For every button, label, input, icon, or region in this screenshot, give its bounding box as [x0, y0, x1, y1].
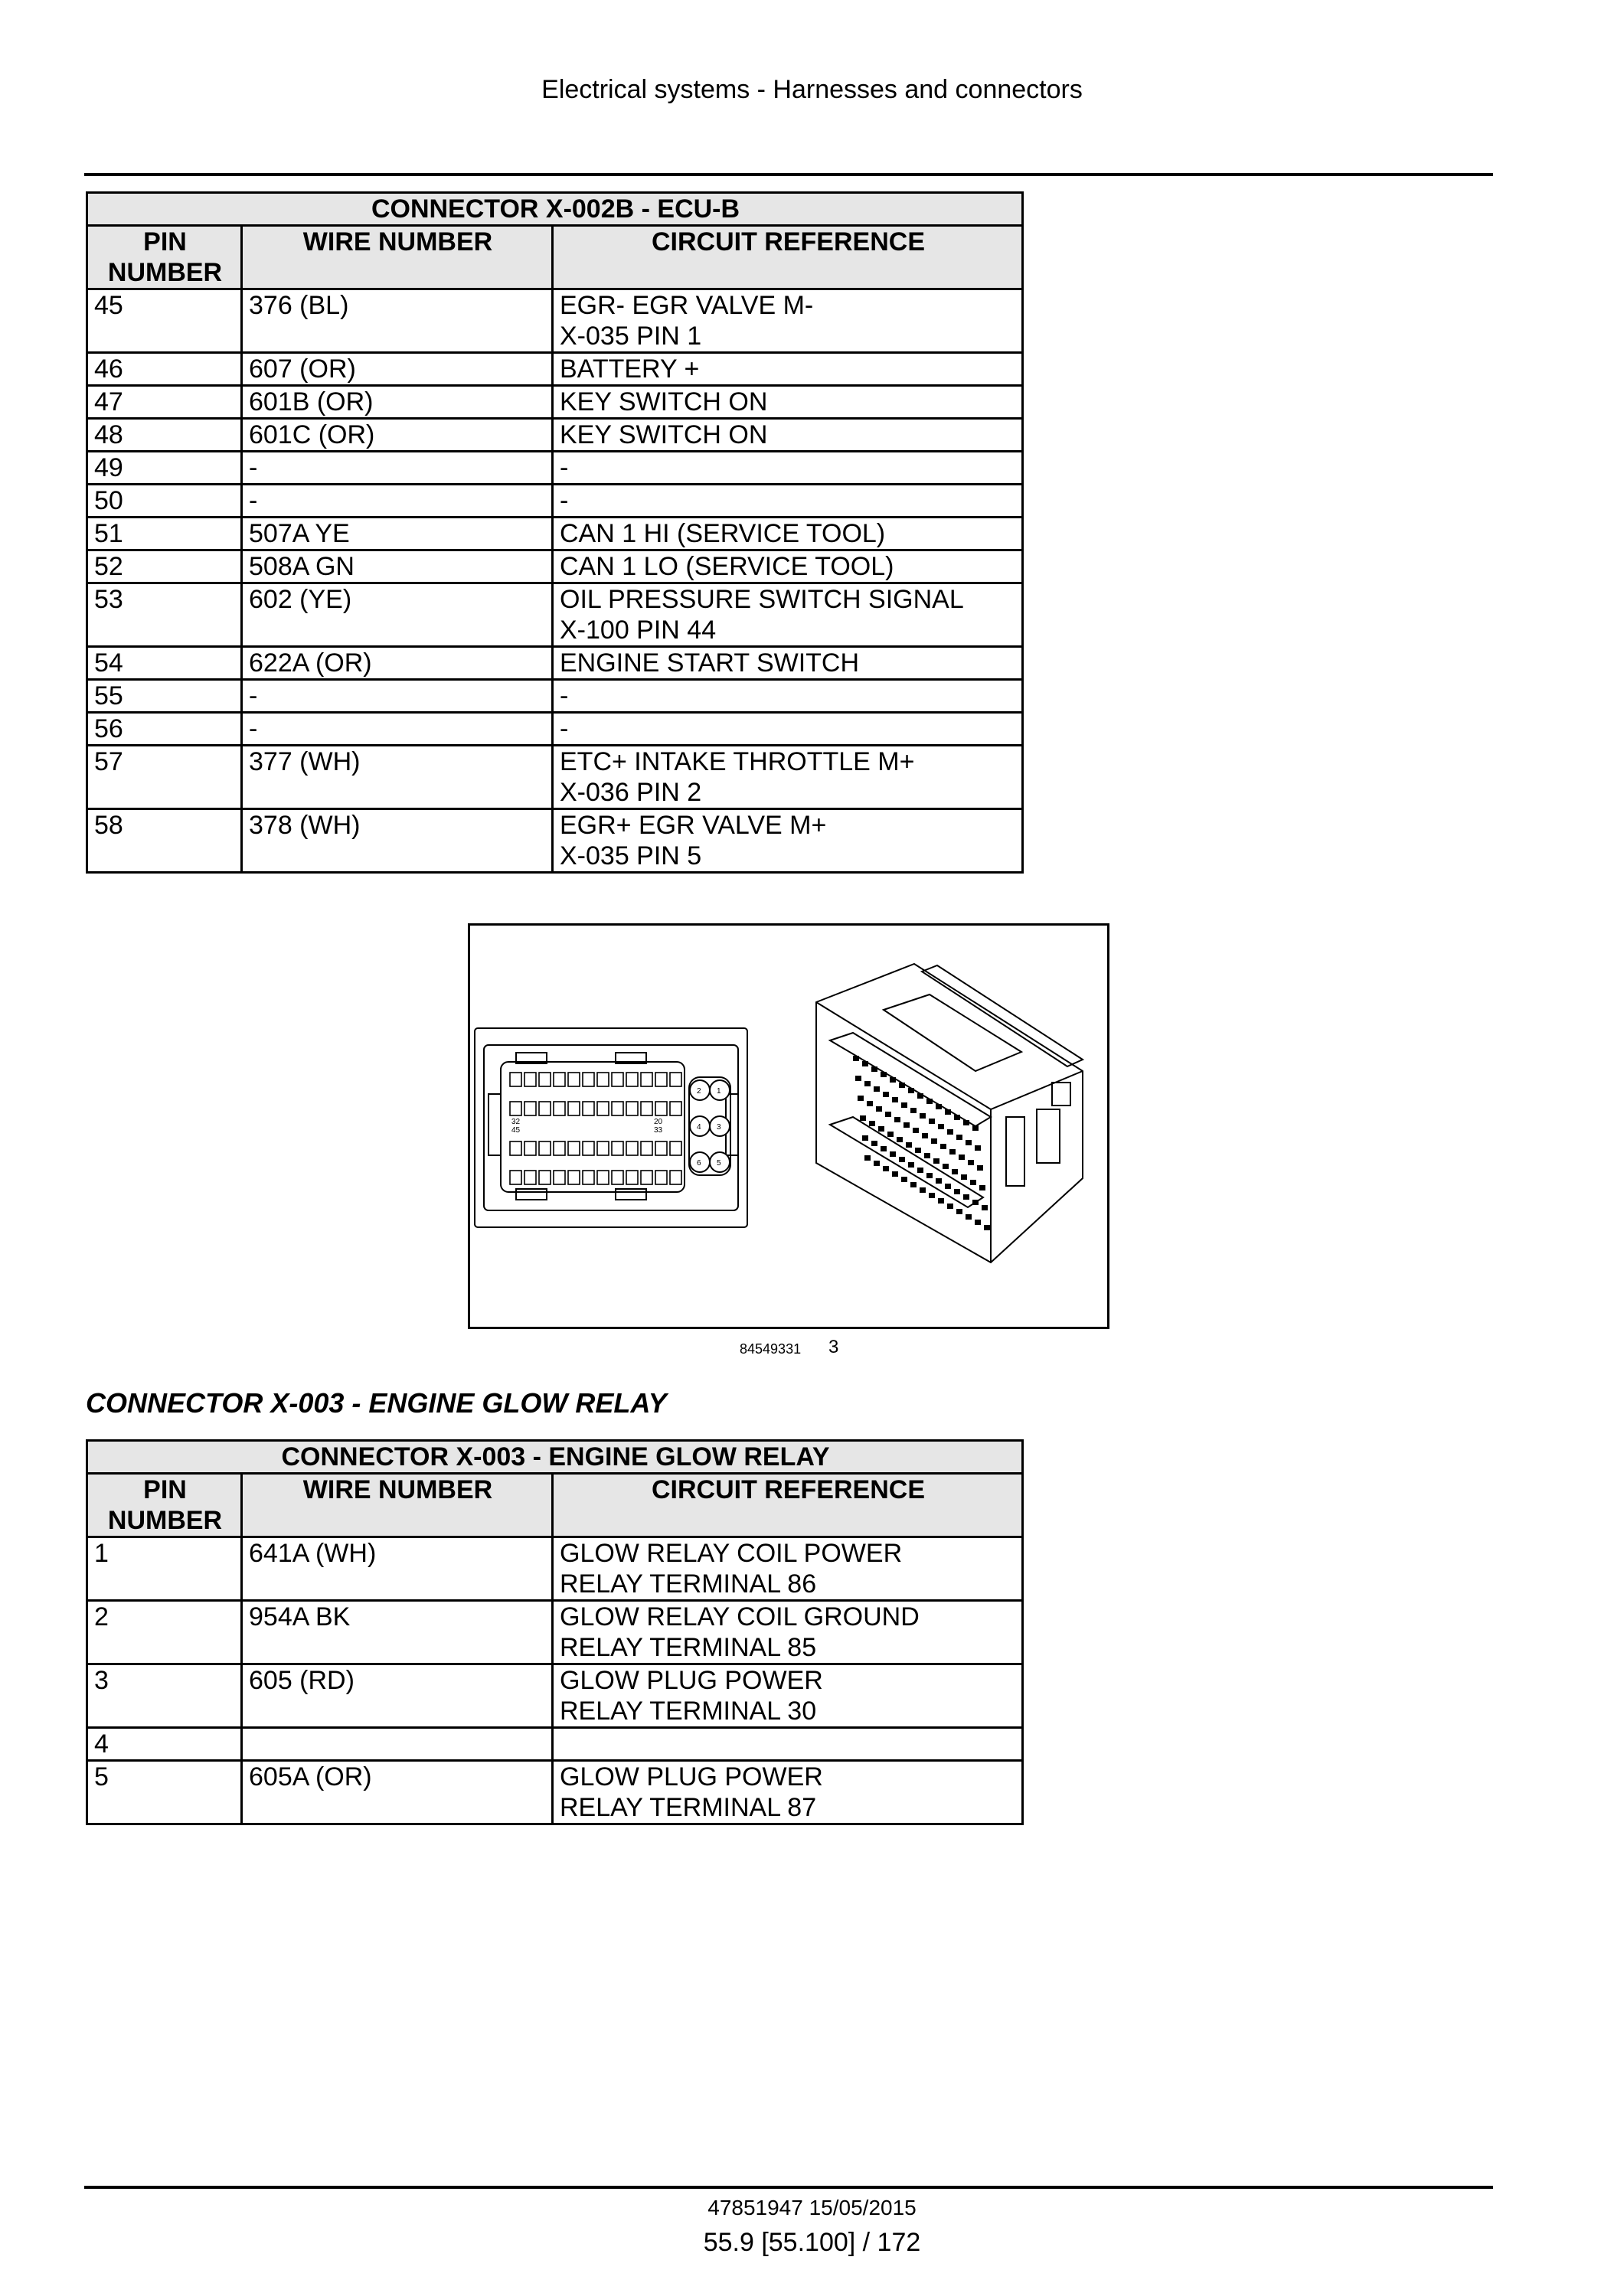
pin-cavity [926, 1099, 933, 1104]
pin-cavity [626, 1141, 638, 1155]
pin-cavity [881, 1146, 887, 1151]
pin-label: 5 [717, 1159, 721, 1168]
table-row [87, 809, 1023, 873]
pin-cavity [917, 1168, 923, 1173]
footer-rule [84, 2186, 1493, 2189]
pin-cavity [931, 1138, 937, 1144]
pin-cavity [862, 1061, 868, 1066]
pin-cell: 1 [87, 1537, 242, 1601]
pin-cavity [972, 1125, 979, 1131]
pin-cavity [641, 1141, 652, 1155]
footer-document-ref: 47851947 15/05/2015 [707, 2196, 917, 2219]
pin-cavity [982, 1205, 988, 1210]
table-row [87, 1537, 1023, 1601]
pin-cavity [920, 1113, 926, 1119]
pin-cavity [626, 1171, 638, 1184]
pin-cavity [583, 1073, 594, 1086]
table-row [87, 1664, 1023, 1728]
pin-cavity [853, 1056, 859, 1061]
pin-cell: 48 [87, 419, 242, 452]
pin-cavity [878, 1126, 884, 1132]
pin-cavity [975, 1145, 981, 1151]
pin-cavity [612, 1073, 623, 1086]
pin-cavity [947, 1129, 953, 1135]
pin-cell: 53 [87, 583, 242, 647]
circuit-cell: GLOW PLUG POWER RELAY TERMINAL 30 [553, 1664, 1023, 1728]
pin-cell: 58 [87, 809, 242, 873]
pin-cell: 51 [87, 518, 242, 550]
pin-cavity [908, 1162, 914, 1168]
pin-label: 6 [697, 1159, 701, 1168]
pin-cavity [961, 1174, 967, 1180]
pin-cavity [975, 1220, 981, 1225]
connector-x003-table [86, 1439, 1024, 1825]
pin-cavity [867, 1101, 873, 1106]
pin-label: 3 [717, 1123, 721, 1132]
pin-cell: 3 [87, 1664, 242, 1728]
table-row [87, 419, 1023, 452]
pin-cavity [539, 1073, 551, 1086]
page-header-title: Electrical systems - Harnesses and connectors [541, 75, 1083, 104]
pin-cavity [626, 1073, 638, 1086]
circuit-cell: CAN 1 HI (SERVICE TOOL) [553, 518, 1023, 550]
pin-cavity [894, 1117, 900, 1122]
wire-cell: - [242, 485, 553, 518]
table-row [87, 1761, 1023, 1824]
pin-cavity [972, 1200, 979, 1205]
column-header-pin: PIN NUMBER [87, 226, 242, 289]
pin-cavity [554, 1141, 565, 1155]
pin-cavity [892, 1097, 898, 1102]
table-row [87, 485, 1023, 518]
pin-cavity [936, 1178, 942, 1184]
pin-cavity [903, 1122, 910, 1128]
pin-cavity [977, 1165, 983, 1171]
circuit-cell: GLOW RELAY COIL POWER RELAY TERMINAL 86 [553, 1537, 1023, 1601]
table-row [87, 1601, 1023, 1664]
pin-cell: 46 [87, 353, 242, 386]
column-header-wire: WIRE NUMBER [242, 1474, 553, 1537]
wire-cell: 605 (RD) [242, 1664, 553, 1728]
pin-cavity [568, 1141, 580, 1155]
table-row [87, 647, 1023, 680]
pin-cavity [933, 1158, 939, 1164]
pin-cavity [954, 1115, 960, 1120]
pin-cavity [959, 1155, 965, 1160]
wire-cell: 605A (OR) [242, 1761, 553, 1824]
pin-cell: 5 [87, 1761, 242, 1824]
pin-cavity [612, 1171, 623, 1184]
wire-cell: 376 (BL) [242, 289, 553, 353]
table-row [87, 518, 1023, 550]
pin-cavity [966, 1214, 972, 1220]
pin-cavity [597, 1102, 609, 1115]
circuit-cell: EGR- EGR VALVE M- X-035 PIN 1 [553, 289, 1023, 353]
connector-x002b-table [86, 191, 1024, 874]
table-row [87, 386, 1023, 419]
circuit-cell: KEY SWITCH ON [553, 386, 1023, 419]
pin-cavity [510, 1171, 521, 1184]
column-header-circuit: CIRCUIT REFERENCE [553, 226, 1023, 289]
pin-cavity [899, 1083, 905, 1088]
pin-cavity [949, 1149, 956, 1155]
pin-cavity [922, 1133, 928, 1138]
pin-cavity [568, 1102, 580, 1115]
pin-cavity [947, 1204, 953, 1209]
pin-cavity [945, 1109, 951, 1115]
pin-cavity [597, 1141, 609, 1155]
pin-cavity [869, 1121, 875, 1126]
pin-cavity [670, 1073, 681, 1086]
pin-cavity [855, 1076, 861, 1081]
wire-cell [242, 1728, 553, 1761]
table-row [87, 452, 1023, 485]
pin-cavity [968, 1160, 974, 1165]
pin-cavity [956, 1135, 962, 1140]
pin-cavity [568, 1171, 580, 1184]
pin-label: 2 [697, 1087, 701, 1096]
wire-cell: - [242, 713, 553, 746]
connector-illustration [468, 923, 1109, 1329]
pin-cavity [984, 1225, 990, 1230]
pin-cavity [864, 1155, 871, 1161]
table-row [87, 746, 1023, 809]
pin-cavity [906, 1142, 912, 1148]
pin-cavity [655, 1102, 667, 1115]
pin-cavity [554, 1073, 565, 1086]
pin-cavity [945, 1184, 951, 1189]
pin-cavity [899, 1157, 905, 1162]
figure-number: 3 [828, 1337, 839, 1357]
header-rule [84, 173, 1493, 176]
pin-cavity [597, 1073, 609, 1086]
circuit-cell: OIL PRESSURE SWITCH SIGNAL X-100 PIN 44 [553, 583, 1023, 647]
wire-cell: - [242, 680, 553, 713]
pin-cavity [883, 1166, 889, 1171]
pin-cavity [860, 1115, 866, 1121]
circuit-cell: GLOW RELAY COIL GROUND RELAY TERMINAL 85 [553, 1601, 1023, 1664]
table-caption: CONNECTOR X-003 - ENGINE GLOW RELAY [87, 1441, 1023, 1474]
pin-cavity [901, 1177, 907, 1182]
pin-cavity [926, 1173, 933, 1178]
wire-cell: 377 (WH) [242, 746, 553, 809]
pin-cavity [936, 1104, 942, 1109]
pin-label: 20 [654, 1118, 663, 1126]
pin-cell: 47 [87, 386, 242, 419]
pin-label: 1 [717, 1087, 721, 1096]
pin-cavity [510, 1141, 521, 1155]
pin-cavity [524, 1102, 536, 1115]
column-header-pin: PIN NUMBER [87, 1474, 242, 1537]
column-header-wire: WIRE NUMBER [242, 226, 553, 289]
pin-cavity [890, 1077, 896, 1083]
pin-cell: 56 [87, 713, 242, 746]
pin-cavity [954, 1189, 960, 1194]
pin-cavity [554, 1102, 565, 1115]
figure-caption-id: 84549331 [740, 1341, 802, 1357]
table-row [87, 713, 1023, 746]
circuit-cell: KEY SWITCH ON [553, 419, 1023, 452]
pin-cavity [970, 1180, 976, 1185]
table-row [87, 680, 1023, 713]
pin-cavity [510, 1073, 521, 1086]
circuit-cell: ETC+ INTAKE THROTTLE M+ X-036 PIN 2 [553, 746, 1023, 809]
pin-cavity [929, 1193, 935, 1198]
pin-cavity [641, 1073, 652, 1086]
pin-cavity [670, 1141, 681, 1155]
pin-cavity [524, 1171, 536, 1184]
pin-cavity [908, 1088, 914, 1093]
pin-cavity [885, 1112, 891, 1117]
pin-cavity [963, 1194, 969, 1200]
pin-cell: 50 [87, 485, 242, 518]
pin-cavity [871, 1141, 877, 1146]
table-row [87, 289, 1023, 353]
pin-cavity [897, 1137, 903, 1142]
pin-cavity [952, 1169, 958, 1174]
wire-cell: 641A (WH) [242, 1537, 553, 1601]
pin-cavity [612, 1102, 623, 1115]
pin-cavity [583, 1171, 594, 1184]
pin-cavity [539, 1141, 551, 1155]
pin-cavity [910, 1182, 917, 1187]
table-row [87, 353, 1023, 386]
column-header-circuit: CIRCUIT REFERENCE [553, 1474, 1023, 1537]
circuit-cell: EGR+ EGR VALVE M+ X-035 PIN 5 [553, 809, 1023, 873]
wire-cell: 601B (OR) [242, 386, 553, 419]
pin-label: 32 [511, 1118, 521, 1126]
circuit-cell: - [553, 680, 1023, 713]
table-caption: CONNECTOR X-002B - ECU-B [87, 193, 1023, 226]
pin-cavity [858, 1096, 864, 1101]
wire-cell: 601C (OR) [242, 419, 553, 452]
pin-cavity [655, 1171, 667, 1184]
wire-cell: 622A (OR) [242, 647, 553, 680]
wire-cell: 508A GN [242, 550, 553, 583]
pin-cavity [655, 1073, 667, 1086]
wire-cell: - [242, 452, 553, 485]
pin-cell: 49 [87, 452, 242, 485]
pin-cell: 2 [87, 1601, 242, 1664]
pin-cavity [901, 1102, 907, 1108]
circuit-cell: - [553, 713, 1023, 746]
pin-cavity [910, 1108, 917, 1113]
pin-label: 33 [654, 1126, 663, 1135]
table-row [87, 1728, 1023, 1761]
pin-cavity [943, 1164, 949, 1169]
pin-cavity [917, 1093, 923, 1099]
pin-cavity [874, 1086, 880, 1092]
table-row [87, 583, 1023, 647]
pin-cavity [874, 1161, 880, 1166]
wire-cell: 602 (YE) [242, 583, 553, 647]
pin-cavity [890, 1151, 896, 1157]
circuit-cell: CAN 1 LO (SERVICE TOOL) [553, 550, 1023, 583]
pin-cavity [583, 1102, 594, 1115]
pin-cavity [963, 1120, 969, 1125]
wire-cell: 378 (WH) [242, 809, 553, 873]
pin-cavity [641, 1171, 652, 1184]
pin-cavity [929, 1119, 935, 1124]
pin-cavity [966, 1140, 972, 1145]
circuit-cell: BATTERY + [553, 353, 1023, 386]
pin-cavity [938, 1124, 944, 1129]
circuit-cell [553, 1728, 1023, 1761]
pin-cavity [920, 1187, 926, 1193]
pin-cavity [887, 1132, 894, 1137]
pin-cell: 55 [87, 680, 242, 713]
pin-cell: 57 [87, 746, 242, 809]
pin-cavity [539, 1171, 551, 1184]
pin-cavity [524, 1073, 536, 1086]
wire-cell: 954A BK [242, 1601, 553, 1664]
circuit-cell: - [553, 452, 1023, 485]
pin-cavity [641, 1102, 652, 1115]
section-heading: CONNECTOR X-003 - ENGINE GLOW RELAY [86, 1387, 667, 1419]
pin-cavity [568, 1073, 580, 1086]
table-row [87, 550, 1023, 583]
pin-cavity [539, 1102, 551, 1115]
pin-cavity [913, 1128, 919, 1133]
pin-cell: 45 [87, 289, 242, 353]
pin-cell: 54 [87, 647, 242, 680]
circuit-cell: GLOW PLUG POWER RELAY TERMINAL 87 [553, 1761, 1023, 1824]
pin-cavity [924, 1153, 930, 1158]
wire-cell: 607 (OR) [242, 353, 553, 386]
pin-cavity [881, 1072, 887, 1077]
pin-cavity [670, 1102, 681, 1115]
pin-cavity [626, 1102, 638, 1115]
pin-cavity [892, 1171, 898, 1177]
pin-cavity [940, 1144, 946, 1149]
pin-cavity [871, 1066, 877, 1072]
wire-cell: 507A YE [242, 518, 553, 550]
pin-cell: 52 [87, 550, 242, 583]
pin-cavity [670, 1171, 681, 1184]
pin-cavity [915, 1148, 921, 1153]
pin-cell: 4 [87, 1728, 242, 1761]
pin-cavity [883, 1092, 889, 1097]
circuit-cell: - [553, 485, 1023, 518]
pin-cavity [554, 1171, 565, 1184]
pin-cavity [862, 1135, 868, 1141]
pin-cavity [597, 1171, 609, 1184]
connector-drawing [470, 926, 1107, 1327]
pin-cavity [956, 1209, 962, 1214]
pin-cavity [510, 1102, 521, 1115]
pin-cavity [655, 1141, 667, 1155]
pin-cavity [583, 1141, 594, 1155]
circuit-cell: ENGINE START SWITCH [553, 647, 1023, 680]
pin-cavity [979, 1185, 985, 1190]
pin-cavity [612, 1141, 623, 1155]
footer-page-number: 55.9 [55.100] / 172 [703, 2228, 921, 2257]
pin-cavity [938, 1198, 944, 1204]
pin-cavity [524, 1141, 536, 1155]
pin-label: 4 [697, 1123, 701, 1132]
pin-label: 45 [511, 1126, 521, 1135]
pin-cavity [876, 1106, 882, 1112]
pin-cavity [864, 1081, 871, 1086]
